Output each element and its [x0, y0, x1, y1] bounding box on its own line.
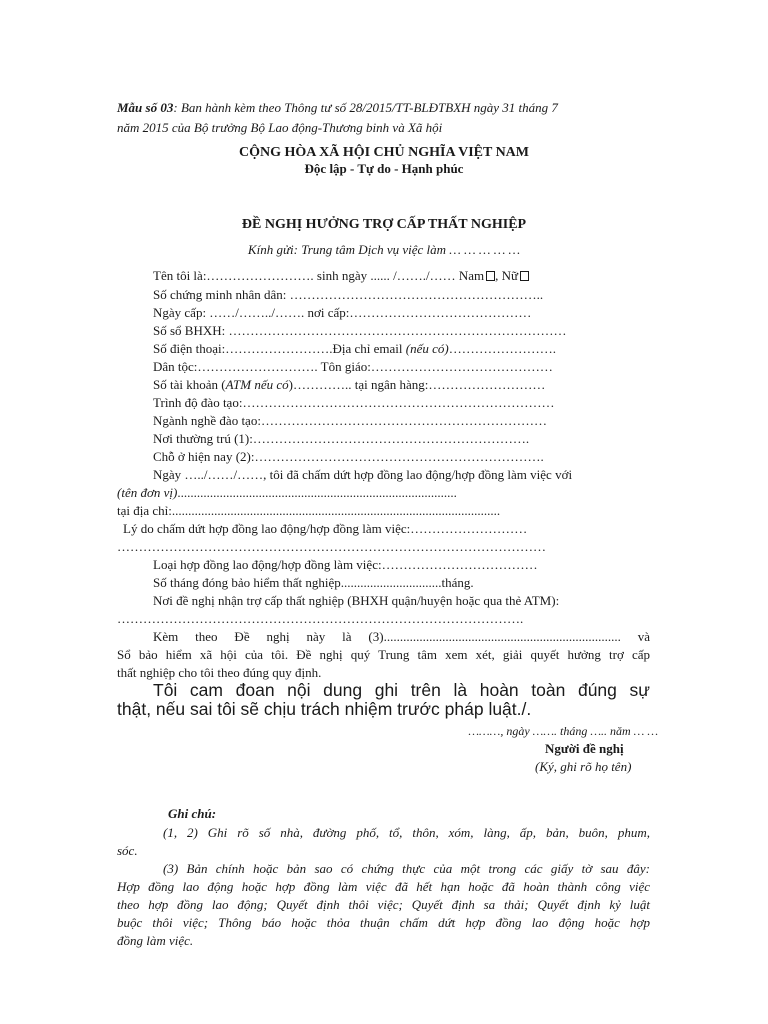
field-contract-type: Loại hợp đồng lao động/hợp đồng làm việc:………………………………: [153, 557, 538, 572]
field-education: Trình độ đào tạo:………………………………………………………………: [153, 395, 555, 410]
field-issue-date: Ngày cấp: ……/……../……. nơi cấp:……………………………………: [153, 305, 532, 320]
note-1-line-1: (1, 2) Ghi rõ số nhà, đường phố, tổ, thôn, xóm, làng, ấp, bản, buôn, phum,: [163, 825, 650, 840]
field-termination-reason: Lý do chấm dứt hợp đồng lao động/hợp đồng làm việc:………………………: [123, 521, 528, 536]
issued-by-line-1: Mẫu số 03: Ban hành kèm theo Thông tư số 28/2015/TT-BLĐTBXH ngày 31 tháng 7: [117, 100, 558, 115]
attach-line-1: Kèm theo Đề nghị này là (3)......................................................................... và: [153, 629, 650, 644]
form-title: ĐỀ NGHỊ HƯỞNG TRỢ CẤP THẤT NGHIỆP: [241, 217, 527, 232]
male-checkbox[interactable]: [486, 271, 495, 281]
field-termination-reason-dots: ………………………………………………………………………………………: [117, 539, 546, 554]
field-name: Tên tôi là:……………………. sinh ngày ...... /……./…… Nam , Nữ: [153, 268, 529, 284]
field-ethnicity-religion: Dân tộc:………………………. Tôn giáo:……………………………………: [153, 359, 553, 374]
field-receive-place-dots: ………………………………………………………………………………….: [117, 611, 524, 626]
note-3-line-2: Hợp đồng lao động hoặc hợp đồng làm việc đã hết hạn hoặc đã hoàn thành công việc: [117, 879, 650, 894]
field-social-insurance-no: Số sổ BHXH: ……………………………………………………………………: [153, 323, 567, 338]
issued-by-line-2: năm 2015 của Bộ trưởng Bộ Lao động-Thương binh và Xã hội: [117, 120, 443, 135]
note-3-line-5: đồng làm việc.: [117, 933, 194, 948]
attach-line-2: Sổ bảo hiểm xã hội của tôi. Đề nghị quý Trung tâm xem xét, giải quyết hưởng trợ cấp: [117, 647, 650, 662]
commitment-line-2: thật, nếu sai tôi sẽ chịu trách nhiệm trước pháp luật./.: [117, 699, 532, 719]
field-id-card: Số chứng minh nhân dân: …………………………………………………..: [153, 287, 544, 302]
notes-heading: Ghi chú:: [168, 806, 217, 821]
commitment-line-1: Tôi cam đoan nội dung ghi trên là hoàn toàn đúng sự: [153, 680, 650, 700]
field-permanent-address: Nơi thường trú (1):……………………………………………………….: [153, 431, 530, 446]
note-1-line-2: sóc.: [117, 843, 138, 858]
form-number: Mẫu số 03: [117, 100, 174, 115]
nation-motto: Độc lập - Tự do - Hạnh phúc: [304, 161, 464, 176]
signature-role: Người đề nghị: [545, 741, 624, 756]
field-current-address: Chỗ ở hiện nay (2):………………………………………………………….: [153, 449, 544, 464]
field-profession: Ngành nghề đào tạo:…………………………………………………………: [153, 413, 547, 428]
signature-note: (Ký, ghi rõ họ tên): [535, 759, 632, 774]
note-3-line-3: theo hợp đồng lao động; Quyết định thôi việc; Quyết định sa thải; Quyết định kỷ luật: [117, 897, 650, 912]
signature-date: ………, ngày ……. tháng ….. năm … …: [468, 724, 658, 738]
field-unit-address: tại địa chỉ:.....................................................................................................: [117, 503, 501, 518]
field-bank-account: Số tài khoản (ATM nếu có)………….. tại ngân hàng:………………………: [153, 377, 546, 392]
note-3-line-1: (3) Bản chính hoặc bản sao có chứng thực của một trong các giấy tờ sau đây:: [163, 861, 650, 876]
field-termination-date: Ngày …../……/……, tôi đã chấm dứt hợp đồng lao động/hợp đồng làm việc với: [153, 467, 573, 482]
field-contribution-months: Số tháng đóng bảo hiểm thất nghiệp...............................tháng.: [153, 575, 474, 590]
field-unit-name: (tên đơn vị)......................................................................................: [117, 485, 457, 500]
nation-name: CỘNG HÒA XÃ HỘI CHỦ NGHĨA VIỆT NAM: [238, 145, 529, 160]
addressee: Kính gửi: Trung tâm Dịch vụ việc làm … … … … …: [247, 242, 521, 257]
field-receive-place: Nơi đề nghị nhận trợ cấp thất nghiệp (BHXH quận/huyện hoặc qua thẻ ATM):: [153, 593, 560, 608]
field-phone-email: Số điện thoại:…………………….Địa chỉ email (nếu có)…………………….: [153, 341, 556, 356]
female-checkbox[interactable]: [520, 271, 529, 281]
attach-line-3: thất nghiệp cho tôi theo đúng quy định.: [117, 665, 322, 680]
note-3-line-4: buộc thôi việc; Thông báo hoặc thỏa thuận chấm dứt hợp đồng lao động hoặc hợp: [117, 915, 650, 930]
